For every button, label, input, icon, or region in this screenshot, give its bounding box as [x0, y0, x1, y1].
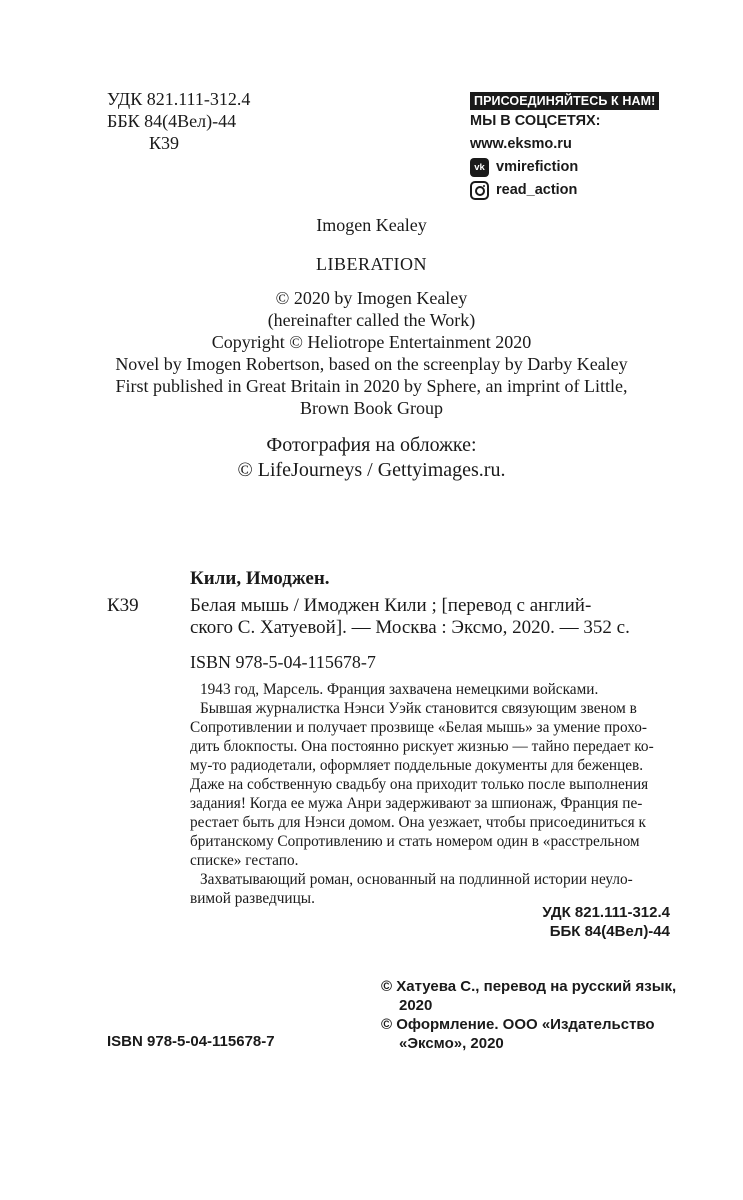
bbk-code: ББК 84(4Вел)-44	[549, 923, 670, 940]
annotation-line: британскому Сопротивлению и стать номером один в «расстрельном	[190, 833, 640, 850]
rights-line: First published in Great Britain in 2020 by Sphere, an imprint of Little,	[115, 376, 628, 396]
instagram-link[interactable]	[470, 179, 670, 202]
rights-line: (hereinafter called the Work)	[267, 310, 476, 330]
rights-line: Copyright © Heliotrope Entertainment 2020	[211, 332, 532, 352]
udk-code: УДК 821.111-312.4	[542, 904, 670, 921]
annotation-line: дить блокпосты. Она постоянно рискует жизнью — тайно передает ко-	[190, 738, 654, 755]
cover-photo-label: Фотография на обложке:	[266, 434, 477, 456]
original-author: Imogen Kealey	[316, 215, 427, 235]
copyright-block	[381, 977, 676, 1053]
annotation-line: Бывшая журналистка Нэнси Уэйк становится связующим звеном в	[200, 700, 637, 717]
vk-icon: vk	[470, 158, 489, 177]
annotation-line: списке» гестапо.	[190, 852, 299, 869]
annotation	[190, 680, 671, 908]
cover-photo-source: © LifeJourneys / Gettyimages.ru.	[237, 459, 506, 481]
author-mark: К39	[149, 133, 180, 153]
vk-link[interactable]	[470, 156, 670, 179]
social-heading: МЫ В СОЦСЕТЯХ:	[470, 113, 601, 129]
rights-line: Brown Book Group	[300, 398, 443, 418]
card-description	[190, 595, 630, 639]
rights-line: Novel by Imogen Robertson, based on the screenplay by Darby Kealey	[115, 354, 628, 374]
card-author: Кили, Имоджен.	[190, 568, 330, 589]
original-title: LIBERATION	[316, 254, 427, 274]
bbk-code: ББК 84(4Вел)-44	[107, 111, 237, 131]
copyright-line: © Оформление. ООО «Издательство	[381, 1016, 655, 1033]
annotation-line: 1943 год, Марсель. Франция захвачена немецкими войсками.	[200, 681, 599, 698]
annotation-line: Сопротивлении и получает прозвище «Белая мышь» за умение прохо-	[190, 719, 648, 736]
website-link[interactable]: www.eksmo.ru	[470, 136, 572, 152]
index-codes-right	[542, 903, 670, 941]
card-description-line: ского С. Хатуевой]. — Москва : Эксмо, 2020. — 352 с.	[190, 617, 630, 638]
isbn-bottom: ISBN 978-5-04-115678-7	[107, 1033, 275, 1050]
copyright-line: © Хатуева С., перевод на русский язык,	[381, 978, 677, 995]
card-isbn: ISBN 978-5-04-115678-7	[190, 652, 376, 672]
card-author-mark: К39	[107, 595, 139, 616]
vk-handle: vmirefiction	[496, 159, 579, 175]
copyright-line: 2020	[399, 997, 433, 1014]
social-block	[470, 92, 670, 202]
annotation-line: вимой разведчицы.	[190, 890, 315, 907]
annotation-line: задания! Когда ее мужа Анри задерживают за шпионаж, Франция пе-	[190, 795, 643, 812]
annotation-line: Захватывающий роман, основанный на подлинной истории неуло-	[200, 871, 633, 888]
rights-block	[0, 287, 743, 419]
instagram-handle: read_action	[496, 182, 578, 198]
annotation-line: Даже на собственную свадьбу она приходит только после выполнения	[190, 776, 649, 793]
index-codes	[107, 88, 250, 154]
instagram-icon	[470, 181, 489, 200]
rights-line: © 2020 by Imogen Kealey	[275, 288, 468, 308]
udk-code: УДК 821.111-312.4	[107, 89, 251, 109]
cover-photo-credit	[0, 433, 743, 483]
copyright-line: «Эксмо», 2020	[399, 1035, 504, 1052]
annotation-line: рестает быть для Нэнси домом. Она уезжает, чтобы присоединиться к	[190, 814, 646, 831]
annotation-line: му-то радиодетали, оформляет поддельные документы для беженцев.	[190, 757, 644, 774]
card-description-line: Белая мышь / Имоджен Кили ; [перевод с англий-	[190, 595, 592, 616]
join-us-banner: ПРИСОЕДИНЯЙТЕСЬ К НАМ!	[470, 92, 659, 110]
